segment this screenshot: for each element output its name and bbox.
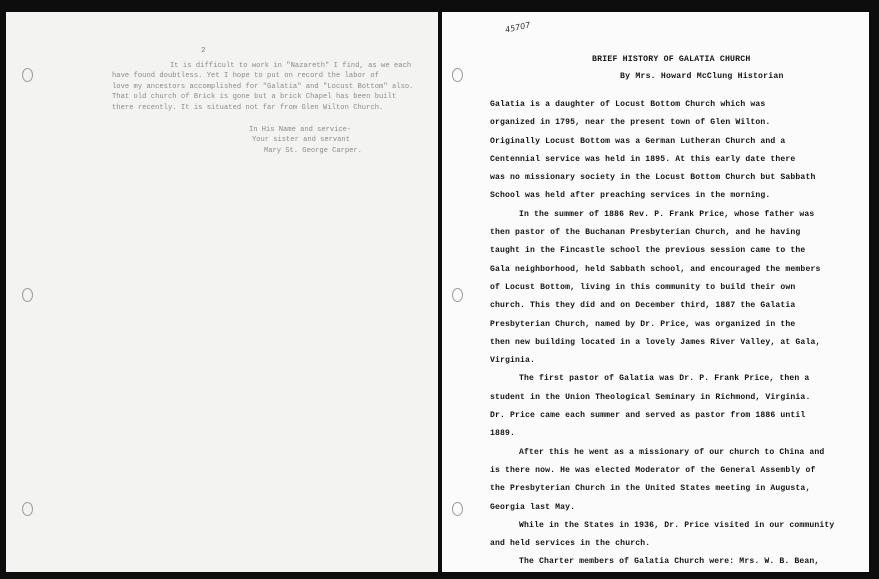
history-text-line: of Locust Bottom, living in this community to build their own — [490, 282, 796, 292]
signature-line: In His Name and service- — [249, 126, 352, 134]
history-text-line: then new building located in a lovely James River Valley, at Gala, — [490, 337, 821, 347]
binder-hole-top — [22, 68, 33, 82]
signature-line: Your sister and servant — [252, 136, 350, 145]
letter-line: have found doubtless. Yet I hope to put on record the labor of — [112, 72, 380, 81]
accession-number: 45707 — [504, 20, 532, 35]
history-text-line: is there now. He was elected Moderator of the General Assembly of — [490, 465, 816, 475]
history-text-line: student in the Union Theological Seminary in Richmond, Virginia. — [490, 392, 811, 402]
letter-line: It is difficult to work in "Nazareth" I find, as we each — [170, 62, 412, 70]
history-text-line: church. This they did and on December third, 1887 the Galatia — [490, 301, 796, 311]
binder-hole-top — [452, 68, 463, 82]
history-text-line: then pastor of the Buchanan Presbyterian Church, and he having — [490, 228, 801, 238]
history-text-line: School was held after preaching services in the morning. — [490, 191, 771, 201]
history-text-line: taught in the Fincastle school the previous session came to the — [490, 246, 806, 256]
history-text-line: Virginia. — [490, 356, 536, 366]
history-text-line: Galatia is a daughter of Locust Bottom Church which was — [490, 100, 766, 109]
history-text-line: After this he went as a missionary of our church to China and — [519, 447, 825, 457]
history-text-line: Centennial service was held in 1895. At this early date there — [490, 154, 796, 164]
letter-line: love my ancestors accomplished for "Galatia" and "Locust Bottom" also. — [112, 82, 414, 91]
binder-hole-bottom — [452, 502, 463, 516]
history-text-line: Georgia last May. — [490, 502, 576, 512]
right-page — [442, 12, 869, 572]
signature-block — [249, 125, 362, 156]
history-text-line: the Presbyterian Church in the United States meeting in Augusta, — [490, 484, 811, 494]
history-text-line: Presbyterian Church, named by Dr. Price, was organized in the — [490, 319, 796, 329]
history-text-line: Dr. Price came each summer and served as pastor from 1886 until — [490, 411, 806, 421]
history-text-line: Originally Locust Bottom was a German Lutheran Church and a — [490, 136, 786, 146]
history-text — [490, 96, 860, 572]
history-text-line: organized in 1795, near the present town of Glen Wilton. — [490, 118, 771, 128]
history-text-line: In the summer of 1886 Rev. P. Frank Price, whose father was — [519, 209, 815, 219]
binder-hole-bottom — [22, 502, 33, 516]
history-text-line: 1889. — [490, 429, 516, 439]
signature-line: Mary St. George Carper. — [264, 146, 362, 155]
history-text-line: While in the States in 1936, Dr. Price visited in our community — [519, 520, 835, 530]
history-text-line: Gala neighborhood, held Sabbath school, and encouraged the members — [490, 264, 821, 274]
left-page — [6, 12, 438, 572]
page-number: 2 — [201, 47, 206, 55]
document-title: BRIEF HISTORY OF GALATIA CHURCH — [592, 55, 751, 64]
document-byline: By Mrs. Howard McClung Historian — [620, 72, 784, 81]
binder-hole-middle — [22, 288, 33, 302]
history-text-line: and held services in the church. — [490, 539, 651, 549]
letter-line: That old church of Brick is gone but a brick Chapel has been built — [112, 93, 397, 102]
binder-hole-middle — [452, 288, 463, 302]
history-text-line: was no missionary society in the Locust Bottom Church but Sabbath — [490, 173, 816, 183]
letter-paragraph — [112, 61, 424, 113]
history-text-line: The Charter members of Galatia Church were: Mrs. W. B. Bean, — [519, 557, 820, 567]
letter-line: there recently. It is situated not far from Glen Wilton Church. — [112, 103, 384, 112]
history-text-line: The first pastor of Galatia was Dr. P. Frank Price, then a — [519, 374, 810, 384]
